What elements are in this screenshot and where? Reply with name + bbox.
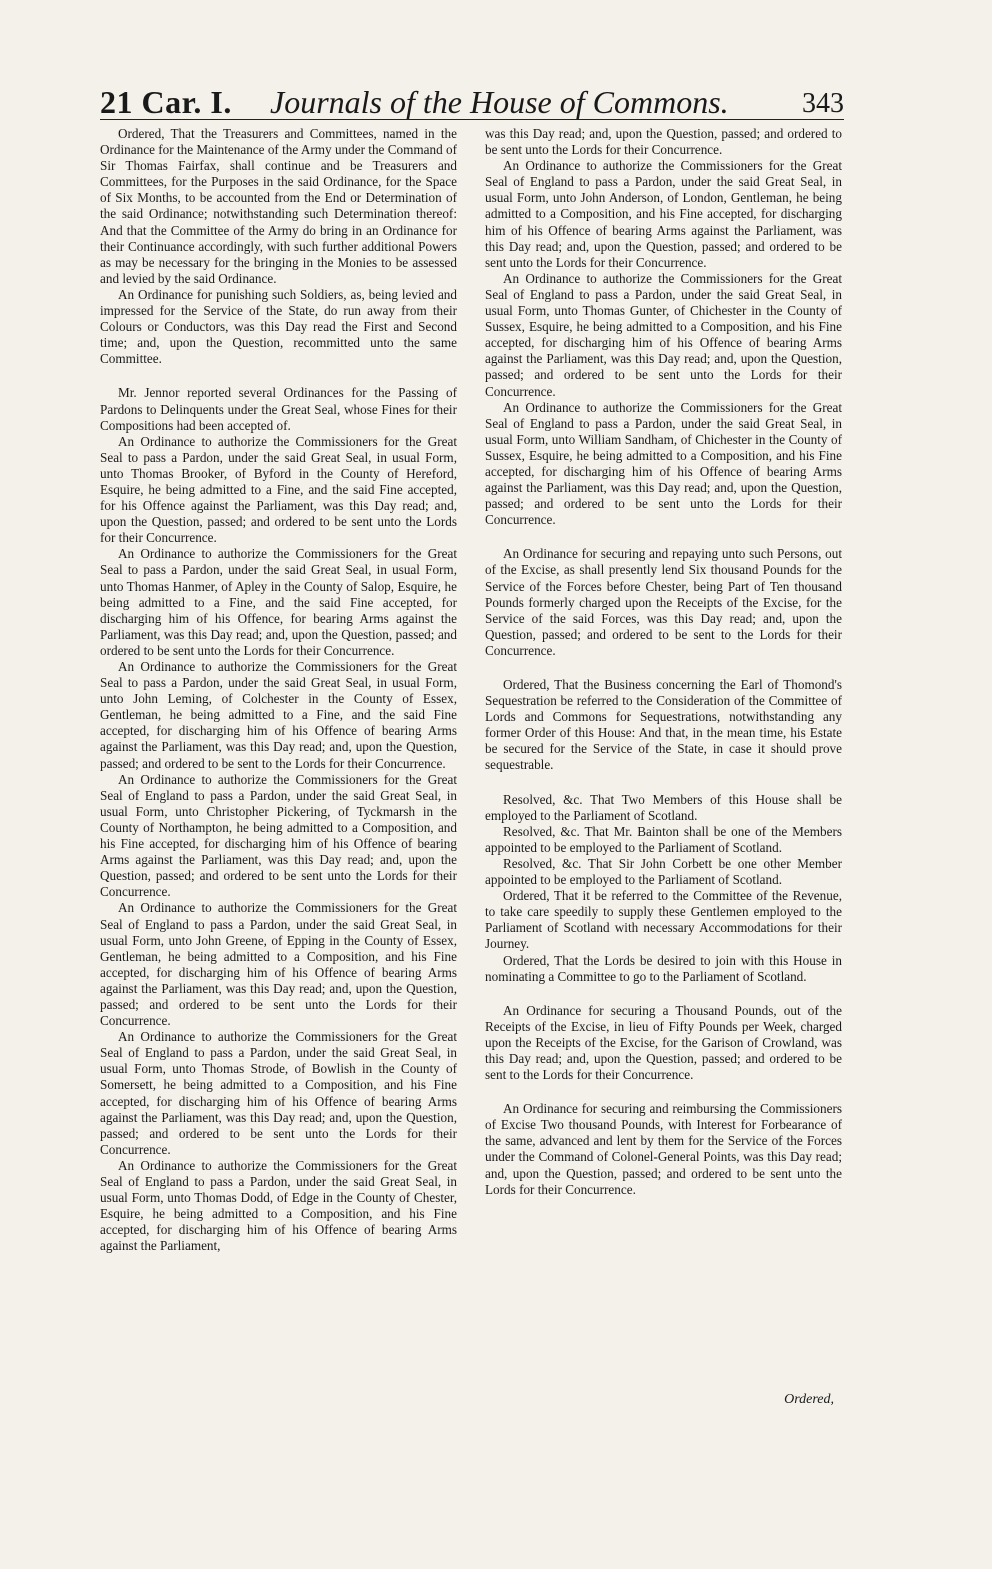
paragraph: was this Day read; and, upon the Question, passed; and ordered to be sent unto the Lords for their Concurrence. [485, 126, 842, 158]
paragraph: Ordered, That the Lords be desired to join with this House in nominating a Committee to go to the Parliament of Scotland. [485, 952, 842, 984]
page-number: 343 [802, 88, 844, 119]
paragraph: Resolved, &c. That Sir John Corbett be one other Member appointed to be employed to the Parliament of Scotland. [485, 855, 842, 888]
page-header [100, 84, 844, 124]
paragraph: An Ordinance to authorize the Commissioners for the Great Seal of England to pass a Pardon, under the said Great Seal, in usual Form, unto Thomas Strode, of Bowlish in the County of Somersett, he being admitted to a Composition, and his Fine accepted, for discharging him of his Offence of bearing Arms against the Parliament, was this Day read; and, upon the Question, passed; and ordered to be sent unto the Lords for their Concurrence. [100, 1029, 457, 1157]
header-rule [100, 119, 844, 120]
paragraph: Ordered, That it be referred to the Committee of the Revenue, to take care speedily to supply these Gentlemen employed to the Parliament of Scotland with necessary Accommodations for their Journey. [485, 888, 842, 952]
paragraph: An Ordinance to authorize the Commissioners for the Great Seal of England to pass a Pardon, under the said Great Seal, in usual Form, unto Thomas Gunter, of Chichester in the County of Sussex, Esquire, he being admitted to a Composition, and his Fine accepted, for discharging him of his Offence of bearing Arms against the Parliament, was this Day read; and, upon the Question, passed; and ordered to be sent unto the Lords for their Concurrence. [485, 270, 842, 399]
paragraph: An Ordinance to authorize the Commissioners for the Great Seal to pass a Pardon, under the said Great Seal, in usual Form, unto John Leming, of Colchester in the County of Essex, Gentleman, he being admitted to a Fine, and the said Fine accepted, for discharging him of his Offence of bearing Arms against the Parliament, was this Day read; and, upon the Question, passed; and ordered to be sent to the Lords for their Concurrence. [100, 659, 457, 771]
paragraph: An Ordinance for punishing such Soldiers, as, being levied and impressed for the Service of the State, do run away from their Colours or Conductors, was this Day read the First and Second time; and, upon the Question, recommitted unto the same Committee. [100, 286, 457, 367]
paragraph: Mr. Jennor reported several Ordinances for the Passing of Pardons to Delinquents under the Great Seal, whose Fines for their Compositions had been accepted of. [100, 385, 457, 433]
journal-title: Journals of the House of Commons. [270, 84, 729, 120]
paragraph: Resolved, &c. That Mr. Bainton shall be one of the Members appointed to be employed to the Parliament of Scotland. [485, 823, 842, 855]
paragraph: An Ordinance to authorize the Commissioners for the Great Seal to pass a Pardon, under the said Great Seal, in usual Form, unto Thomas Hanmer, of Apley in the County of Salop, Esquire, he being admitted to a Fine, and the said Fine accepted, for discharging him of his Offence, for bearing Arms against the Parliament, was this Day read; and, upon the Question, passed; and ordered to be sent unto the Lords for their Concurrence. [100, 546, 457, 658]
paragraph: An Ordinance to authorize the Commissioners for the Great Seal of England to pass a Pardon, under the said Great Seal, in usual Form, unto Christopher Pickering, of Tyckmarsh in the County of Northampton, he being admitted to a Composition, and his Fine accepted, for discharging him of his Offence of bearing Arms against the Parliament, was this Day read; and, upon the Question, passed; and ordered to be sent unto the Lords for their Concurrence. [100, 771, 457, 900]
paragraph: An Ordinance for securing a Thousand Pounds, out of the Receipts of the Excise, in lieu of Fifty Pounds per Week, charged upon the Receipts of the Excise, for the Garison of Crowland, was this Day read; and, upon the Question, passed; and ordered to be sent to the Lords for their Concurrence. [485, 1002, 842, 1083]
paragraph: An Ordinance to authorize the Commissioners for the Great Seal of England to pass a Pardon, under the said Great Seal, in usual Form, unto William Sandham, of Chichester in the County of Sussex, Esquire, he being admitted to a Composition, and his Fine accepted, for discharging him of his Offence of bearing Arms against the Parliament, was this Day read; and, upon the Question, passed; and ordered to be sent unto the Lords for their Concurrence. [485, 399, 842, 528]
paragraph: An Ordinance to authorize the Commissioners for the Great Seal of England to pass a Pardon, under the said Great Seal, in usual Form, unto John Greene, of Epping in the County of Essex, Gentleman, he being admitted to a Composition, and his Fine accepted, for discharging him of his Offence of bearing Arms against the Parliament, was this Day read; and, upon the Question, passed; and ordered to be sent unto the Lords for their Concurrence. [100, 900, 457, 1029]
paragraph: Ordered, That the Treasurers and Committees, named in the Ordinance for the Maintenance of the Army under the Command of Sir Thomas Fairfax, shall continue and be Treasurers and Committees, for the Purposes in the said Ordinance, for the Space of Six Months, to be accounted from the End or Determination of the said Ordinance; notwithstanding such Determination thereof: And that the Committee of the Army do bring in an Ordinance for their Continuance accordingly, with such further additional Powers as may be necessary for the bringing in the Monies to be assessed and levied by the said Ordinance. [100, 126, 457, 286]
paragraph: An Ordinance to authorize the Commissioners for the Great Seal of England to pass a Pardon, under the said Great Seal, in usual Form, unto Thomas Dodd, of Edge in the County of Chester, Esquire, he being admitted to a Composition, and his Fine accepted, for discharging him of his Offence of bearing Arms against the Parliament, [100, 1157, 457, 1254]
paragraph: An Ordinance to authorize the Commissioners for the Great Seal to pass a Pardon, under the said Great Seal, in usual Form, unto Thomas Brooker, of Byford in the County of Hereford, Esquire, he being admitted to a Fine, and the said Fine accepted, for his Offence against the Parliament, was this Day read; and, upon the Question, passed; and ordered to be sent unto the Lords for their Concurrence. [100, 433, 457, 546]
catchword: Ordered, [784, 1392, 834, 1407]
paragraph: An Ordinance to authorize the Commissioners for the Great Seal of England to pass a Pardon, under the said Great Seal, in usual Form, unto John Anderson, of London, Gentleman, he being admitted to a Composition, and his Fine accepted, for discharging him of his Offence of bearing Arms against the Parliament, was this Day read; and, upon the Question, passed; and ordered to be sent unto the Lords for their Concurrence. [485, 158, 842, 270]
paragraph: An Ordinance for securing and repaying unto such Persons, out of the Excise, as shall presently lend Six thousand Pounds for the Service of the Forces before Chester, being Part of Ten thousand Pounds formerly charged upon the Receipts of the Excise, for the Service of the said Forces, was this Day read; and, upon the Question, passed; and ordered to be sent to the Lords for their Concurrence. [485, 546, 842, 658]
paragraph: Ordered, That the Business concerning the Earl of Thomond's Sequestration be referred to the Consideration of the Committee of Lords and Commons for Sequestrations, notwithstanding any former Order of this House: And that, in the mean time, his Estate be secured for the Service of the State, in case it should prove sequestrable. [485, 677, 842, 773]
left-column [100, 126, 457, 1254]
regnal-year: 21 Car. I. [100, 84, 232, 120]
paragraph: Resolved, &c. That Two Members of this House shall be employed to the Parliament of Scotland. [485, 791, 842, 823]
right-column [485, 126, 842, 1198]
paragraph: An Ordinance for securing and reimbursing the Commissioners of Excise Two thousand Pounds, with Interest for Forbearance of the same, advanced and lent by them for the Service of the Forces under the Command of Colonel-General Points, was this Day read; and, upon the Question, passed; and ordered to be sent unto the Lords for their Concurrence. [485, 1101, 842, 1197]
